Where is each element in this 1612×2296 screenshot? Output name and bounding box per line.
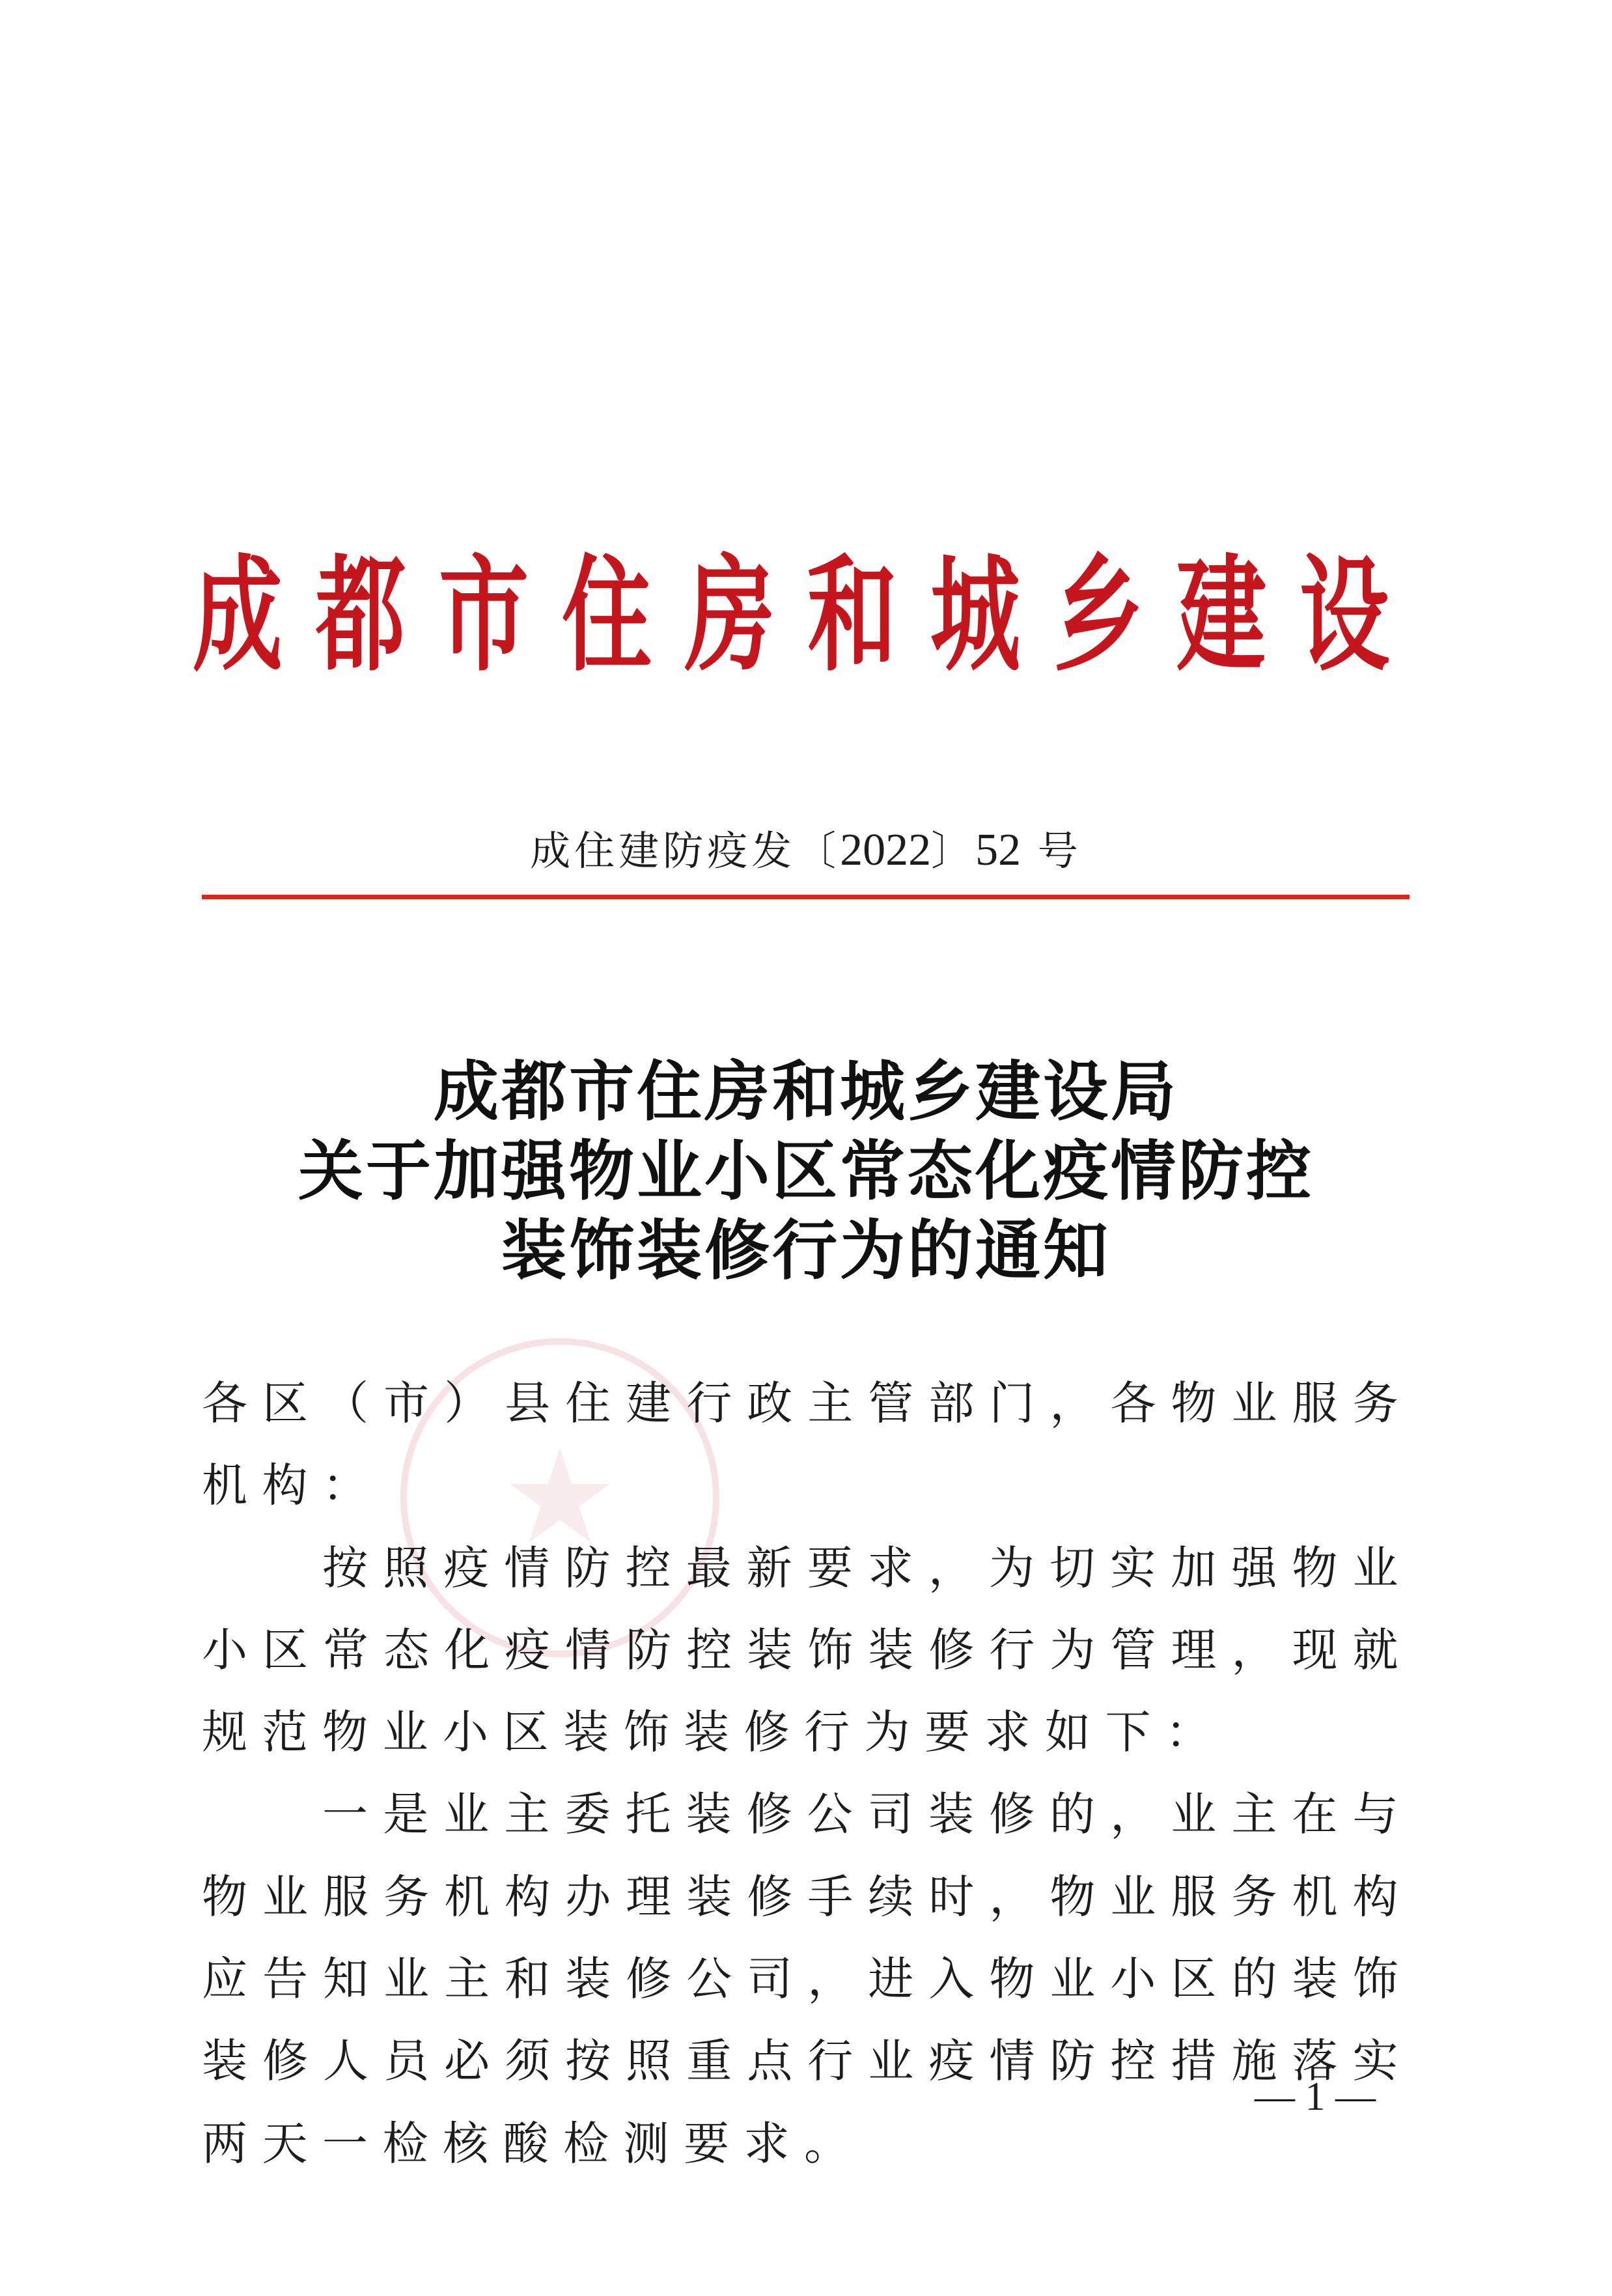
masthead-char: 建 [1176, 542, 1267, 689]
title-line-3: 装饰装修行为的通知 [501, 1212, 1111, 1289]
document-number [0, 826, 1612, 876]
body-paragraph: 一是业主委托装修公司装修的，业主在与物业服务机构办理装修手续时，物业服务机构应告知业主和装修公司，进入物业小区的装饰装修人员必须按照重点行业疫情防控措施落实两天一检核酸检测要求。 [202, 1787, 1413, 2170]
page-number: — 1 — [1255, 2075, 1376, 2119]
masthead-char: 乡 [1053, 542, 1144, 689]
masthead-char: 都 [315, 542, 406, 689]
title-line-1: 成都市住房和城乡建设局 [434, 1053, 1178, 1130]
masthead-char: 住 [561, 542, 652, 689]
document-number-prefix: 成住建防疫发 [530, 827, 796, 875]
masthead-char: 和 [807, 542, 898, 689]
masthead-char: 市 [438, 542, 529, 689]
document-number-serial: 52 [975, 825, 1021, 875]
issuing-authority-masthead [189, 542, 1393, 689]
title-line-2: 关于加强物业小区常态化疫情防控 [298, 1132, 1314, 1209]
document-number-suffix: 号 [1037, 827, 1082, 875]
document-body [202, 1362, 1413, 2185]
seal-star-icon: ★ [501, 1421, 618, 1573]
salutation: 各区（市）县住建行政主管部门，各物业服务机构： [202, 1377, 1413, 1513]
document-number-year: 2022 [840, 825, 932, 875]
masthead-char: 成 [193, 542, 283, 689]
document-number-close-bracket: 〕 [931, 827, 976, 875]
masthead-char: 房 [684, 542, 775, 689]
body-paragraph: 按照疫情防控最新要求，为切实加强物业小区常态化疫情防控装饰装修行为管理，现就规范物业小区装饰装修行为要求如下： [202, 1541, 1413, 1759]
red-separator-rule [202, 895, 1410, 899]
masthead-char: 城 [930, 542, 1021, 689]
document-number-open-bracket: 〔 [796, 827, 841, 875]
document-title [0, 1052, 1612, 1290]
masthead-char: 设 [1299, 542, 1389, 689]
